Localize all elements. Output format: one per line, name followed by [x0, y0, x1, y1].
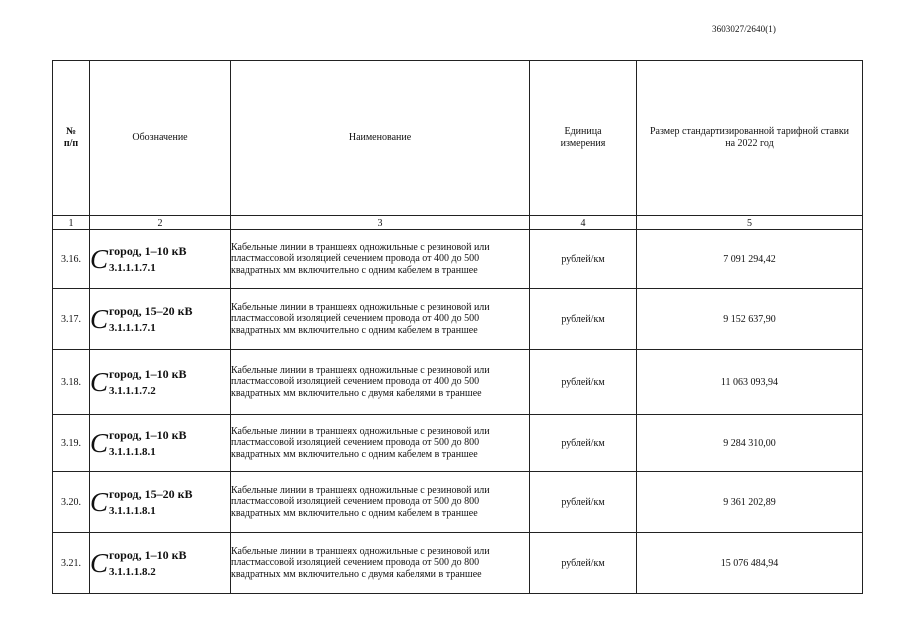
header-name: Наименование [231, 61, 530, 216]
row-number: 3.19. [53, 415, 90, 472]
rate-symbol-subscript: 3.1.1.1.8.1 [109, 505, 156, 517]
rate-value: 15 076 484,94 [637, 533, 863, 594]
row-number: 3.21. [53, 533, 90, 594]
unit-cell: рублей/км [530, 415, 637, 472]
table-row [53, 350, 863, 415]
rate-symbol-letter: С [90, 486, 109, 517]
table-row [53, 533, 863, 594]
unit-cell: рублей/км [530, 230, 637, 289]
unit-cell: рублей/км [530, 289, 637, 350]
rate-symbol-superscript: город, 1–10 кВ [109, 548, 187, 562]
rate-symbol-formula [90, 427, 187, 458]
column-number-row [53, 216, 863, 230]
rate-symbol [90, 230, 231, 289]
row-number: 3.18. [53, 350, 90, 415]
rate-symbol-superscript: город, 1–10 кВ [109, 367, 187, 381]
rate-symbol-subscript: 3.1.1.1.8.2 [109, 566, 156, 578]
item-name: Кабельные линии в траншеях одножильные с резиновой или пластмассовой изоляцией сечением провода от 500 до 800 квадратных мм включительно с двумя кабелями в траншее [231, 533, 530, 594]
column-number: 1 [53, 216, 90, 230]
item-name: Кабельные линии в траншеях одножильные с резиновой или пластмассовой изоляцией сечением провода от 500 до 800 квадратных мм включительно с одним кабелем в траншее [231, 472, 530, 533]
table-row [53, 230, 863, 289]
rate-symbol-letter: С [90, 366, 109, 397]
column-number: 4 [530, 216, 637, 230]
rate-value: 7 091 294,42 [637, 230, 863, 289]
rate-value: 9 284 310,00 [637, 415, 863, 472]
table-row [53, 289, 863, 350]
rate-symbol-letter: С [90, 427, 109, 458]
header-no: № п/п [53, 61, 90, 216]
unit-cell: рублей/км [530, 533, 637, 594]
column-number: 5 [637, 216, 863, 230]
header-rate: Размер стандартизированной тарифной ставки на 2022 год [637, 61, 863, 216]
item-name: Кабельные линии в траншеях одножильные с резиновой или пластмассовой изоляцией сечением провода от 400 до 500 квадратных мм включительно с одним кабелем в траншее [231, 289, 530, 350]
row-number: 3.17. [53, 289, 90, 350]
unit-cell: рублей/км [530, 472, 637, 533]
table-row [53, 472, 863, 533]
header-designation: Обозначение [90, 61, 231, 216]
rate-symbol-formula [90, 303, 193, 334]
rate-symbol-subscript: 3.1.1.1.7.2 [109, 385, 156, 397]
rate-value: 11 063 093,94 [637, 350, 863, 415]
unit-cell: рублей/км [530, 350, 637, 415]
rate-symbol-subscript: 3.1.1.1.8.1 [109, 446, 156, 458]
tariff-table [52, 60, 863, 594]
item-name: Кабельные линии в траншеях одножильные с резиновой или пластмассовой изоляцией сечением провода от 500 до 800 квадратных мм включительно с одним кабелем в траншее [231, 415, 530, 472]
rate-value: 9 361 202,89 [637, 472, 863, 533]
rate-symbol [90, 533, 231, 594]
rate-symbol-formula [90, 366, 187, 397]
header-row [53, 61, 863, 216]
rate-symbol-subscript: 3.1.1.1.7.1 [109, 262, 156, 274]
item-name: Кабельные линии в траншеях одножильные с резиновой или пластмассовой изоляцией сечением провода от 400 до 500 квадратных мм включительно с двумя кабелями в траншее [231, 350, 530, 415]
rate-symbol-letter: С [90, 547, 109, 578]
rate-value: 9 152 637,90 [637, 289, 863, 350]
rate-symbol-superscript: город, 15–20 кВ [109, 304, 193, 318]
rate-symbol-superscript: город, 1–10 кВ [109, 244, 187, 258]
rate-symbol [90, 289, 231, 350]
table-row [53, 415, 863, 472]
column-number: 3 [231, 216, 530, 230]
rate-symbol-letter: С [90, 303, 109, 334]
rate-symbol-formula [90, 486, 193, 517]
rate-symbol [90, 472, 231, 533]
rate-symbol-formula [90, 547, 187, 578]
rate-symbol-formula [90, 243, 187, 274]
row-number: 3.16. [53, 230, 90, 289]
item-name: Кабельные линии в траншеях одножильные с резиновой или пластмассовой изоляцией сечением провода от 400 до 500 квадратных мм включительно с одним кабелем в траншее [231, 230, 530, 289]
rate-symbol [90, 415, 231, 472]
rate-symbol [90, 350, 231, 415]
header-unit: Единица измерения [530, 61, 637, 216]
rate-symbol-superscript: город, 1–10 кВ [109, 428, 187, 442]
rate-symbol-subscript: 3.1.1.1.7.1 [109, 322, 156, 334]
rate-symbol-superscript: город, 15–20 кВ [109, 487, 193, 501]
column-number: 2 [90, 216, 231, 230]
document-number: 3603027/2640(1) [712, 24, 776, 34]
rate-symbol-letter: С [90, 243, 109, 274]
row-number: 3.20. [53, 472, 90, 533]
